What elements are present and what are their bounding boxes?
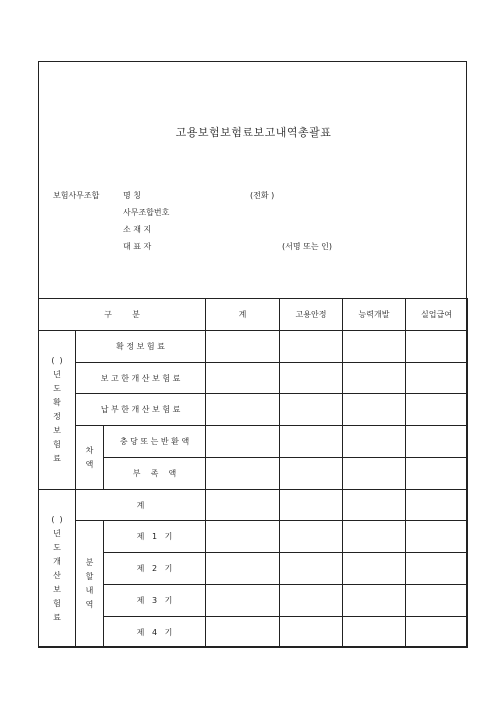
cell[interactable]	[206, 490, 280, 521]
org-label: 보험사무조합	[53, 191, 100, 200]
row-offset-or-refund: 충 당 또 는 반 환 액	[104, 426, 206, 458]
cell[interactable]	[280, 521, 343, 553]
cell[interactable]	[343, 521, 406, 553]
cell[interactable]	[280, 363, 343, 394]
cell[interactable]	[206, 458, 280, 490]
field-name-phone: (전화 )	[250, 191, 275, 200]
cell[interactable]	[206, 521, 280, 553]
cell[interactable]	[280, 617, 343, 648]
field-representative-label: 대 표 자	[123, 242, 152, 251]
row-reported-estimated-premium: 보 고 한 개 산 보 험 료	[76, 363, 206, 394]
cell[interactable]	[406, 426, 468, 458]
cell[interactable]	[206, 426, 280, 458]
col-header-unemployment-benefit: 실업급여	[406, 299, 468, 331]
row-period-3: 제 3 기	[104, 585, 206, 617]
cell[interactable]	[280, 458, 343, 490]
cell[interactable]	[343, 426, 406, 458]
row-period-2: 제 2 기	[104, 553, 206, 585]
cell[interactable]	[280, 553, 343, 585]
cell[interactable]	[280, 585, 343, 617]
cell[interactable]	[206, 331, 280, 363]
col-header-category: 구 분	[39, 299, 206, 331]
diff-label: 차 액	[76, 426, 104, 490]
cell[interactable]	[406, 585, 468, 617]
row-paid-estimated-premium: 납 부 한 개 산 보 험 료	[76, 394, 206, 426]
form-title: 고용보험보험료보고내역총괄표	[175, 126, 332, 139]
cell[interactable]	[343, 585, 406, 617]
cell[interactable]	[343, 363, 406, 394]
field-office-number-label: 사무조합번호	[123, 208, 170, 217]
row-period-1: 제 1 기	[104, 521, 206, 553]
cell[interactable]	[206, 585, 280, 617]
cell[interactable]	[406, 363, 468, 394]
cell[interactable]	[280, 426, 343, 458]
cell[interactable]	[280, 490, 343, 521]
row-confirmed-premium: 확 정 보 험 료	[76, 331, 206, 363]
cell[interactable]	[206, 394, 280, 426]
row-period-4: 제 4 기	[104, 617, 206, 648]
cell[interactable]	[406, 617, 468, 648]
cell[interactable]	[343, 553, 406, 585]
cell[interactable]	[406, 521, 468, 553]
cell[interactable]	[343, 394, 406, 426]
field-signature-note: (서명 또는 인)	[282, 242, 332, 251]
cell[interactable]	[406, 490, 468, 521]
row-estimated-total: 계	[76, 490, 206, 521]
cell[interactable]	[343, 490, 406, 521]
cell[interactable]	[406, 394, 468, 426]
section2-label: ( ) 년 도 개 산 보 험 료	[39, 490, 76, 648]
cell[interactable]	[206, 553, 280, 585]
field-name-label: 명 칭	[123, 191, 141, 200]
cell[interactable]	[343, 458, 406, 490]
col-header-employment-stability: 고용안정	[280, 299, 343, 331]
cell[interactable]	[406, 331, 468, 363]
cell[interactable]	[206, 617, 280, 648]
field-address-label: 소 재 지	[123, 225, 152, 234]
row-shortfall: 부 족 액	[104, 458, 206, 490]
cell[interactable]	[206, 363, 280, 394]
cell[interactable]	[343, 331, 406, 363]
cell[interactable]	[280, 331, 343, 363]
cell[interactable]	[280, 394, 343, 426]
split-label: 분 할 내 역	[76, 521, 104, 648]
summary-table	[38, 298, 468, 648]
cell[interactable]	[406, 553, 468, 585]
col-header-total: 계	[206, 299, 280, 331]
col-header-skill-development: 능력개발	[343, 299, 406, 331]
section1-label: ( ) 년 도 확 정 보 험 료	[39, 331, 76, 490]
cell[interactable]	[406, 458, 468, 490]
cell[interactable]	[343, 617, 406, 648]
